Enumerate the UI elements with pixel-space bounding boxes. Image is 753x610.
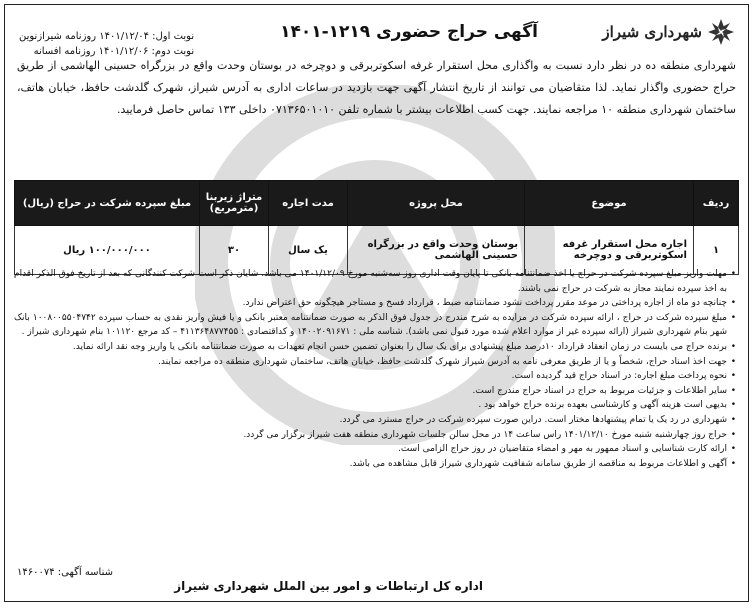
ad-title: آگهی حراج حضوری ۱۲۱۹-۱۴۰۱ <box>280 22 538 42</box>
col-mahal: محل پروژه <box>348 181 525 226</box>
col-mozoo: موضوع <box>525 181 694 226</box>
second-publication: نوبت دوم: ۱۴۰۱/۱۲/۰۶ روزنامه افسانه <box>33 46 195 57</box>
first-publication: نوبت اول: ۱۴۰۱/۱۲/۰۴ روزنامه شیرازنوین <box>19 31 195 42</box>
list-item: • حراج روز چهارشنبه شنبه مورخ ۱۴۰۱/۱۲/۱۰ راس ساعت ۱۴ در محل سالن جلسات شهرداری منطقه هفت شیراز برگزار می گردد. <box>14 428 736 443</box>
cell-mozoo: اجاره محل استقرار غرفه اسکوتربرقی و دوچرخه <box>525 226 694 275</box>
cell-mablagh: ۱۰۰/۰۰۰/۰۰۰ ریال <box>15 226 200 275</box>
list-item: • سایر اطلاعات و جزئیات مربوط به حراج در اسناد حراج مندرج است. <box>14 384 736 399</box>
col-radif: ردیف <box>694 181 739 226</box>
publication-dates <box>19 29 194 59</box>
cell-radif: ۱ <box>694 226 739 275</box>
footer-issuer: اداره کل ارتباطات و امور بین الملل شهرداری شیراز <box>174 579 483 593</box>
list-item: • جهت اخذ اسناد حراج، شخصاً و یا از طریق معرفی نامه به آدرس شیراز شهرک گلدشت حافظ، خیابان هاتف، ساختمان شهرداری منطقه ده مراجعه نمایند. <box>14 355 736 370</box>
list-item: • آگهی و اطلاعات مربوط به مناقصه از طریق سامانه شفافیت شهرداری شیراز قابل مشاهده می باشد. <box>14 457 736 472</box>
col-metraj: متراژ زیربنا (مترمربع) <box>200 181 269 226</box>
col-mablagh: مبلغ سپرده شرکت در حراج (ریال) <box>15 181 200 226</box>
list-item: • مبلغ سپرده شرکت در حراج ، ارائه سپرده شرکت در مزایده به شرح مندرج در جدول فوق الذکر به صورت ضمانتنامه معتبر بانکی و یا فیش واریز نقدی به حساب سپرده ۱۰۰۸۰۰۵۵۰۴۷۴۲ بانک شهر بنام شهرداری شیراز (ارائه سپرده غیر از موارد اعلام شده مورد قبول نمی باشد). شناسه ملی : ۱۴۰۰۲۰۹۱۶۷۱ و کداقتصادی : ۴۱۱۳۶۴۸۷۷۴۵۵ – کد مرجع ۱۰۱۱۲۰ بنام شهرداری شیراز . <box>14 311 736 340</box>
logo <box>586 15 736 49</box>
cell-mahal: بوستان وحدت واقع در بزرگراه حسینی الهاشمی <box>348 226 525 275</box>
list-item: • مهلت واریز مبلغ سپرده شرکت در حراج یا اخذ ضمانتنامه بانکی تا پایان وقت اداری روز سه‌شنبه مورخ ۱۴۰۱/۱۲/۰۹ می باشد. شایان ذکر است شرکت کنندگانی که بعد از تاریخ فوق الذکر اقدام به اخذ سپرده نمایند مجاز به شرکت در حراج نمی باشند. <box>14 267 736 296</box>
cell-moddat: یک سال <box>269 226 348 275</box>
header <box>5 5 748 55</box>
list-item: • برنده حراج می بایست در زمان انعقاد قرارداد ۱۰درصد مبلغ پیشنهادی برای یک سال را بعنوان تضمین حسن انجام تعهدات به صورت ضمانتنامه بانکی یا واریز وجه نقد ارائه نماید. <box>14 340 736 355</box>
col-moddat: مدت اجاره <box>269 181 348 226</box>
logo-text: شهرداری شیراز <box>602 23 702 41</box>
auction-table <box>14 180 739 275</box>
cell-metraj: ۳۰ <box>200 226 269 275</box>
conditions-list <box>14 267 736 471</box>
table-header-row <box>15 181 739 226</box>
ad-identifier: شناسه آگهی: ۱۴۶۰۰۷۴ <box>17 567 114 578</box>
list-item: • ارائه کارت شناسایی و اسناد ممهور به مهر و امضاء متقاضیان در روز حراج الزامی است. <box>14 442 736 457</box>
list-item: • شهرداری در رد یک یا تمام پیشنهادها مختار است. دراین صورت سپرده شرکت در حراج مسترد می گردد. <box>14 413 736 428</box>
intro-paragraph: شهرداری منطقه ده در نظر دارد نسبت به واگذاری محل استقرار غرفه اسکوتربرقی و دوچرخه در بوستان وحدت واقع در بزرگراه حسینی الهاشمی از طریق حراج حضوری واگذار نماید. لذا متقاضیان می توانند از تاریخ انتشار آگهی جهت بازدید در ساعات اداری به آدرس شیراز، شهرک گلدشت حافظ، خیابان هاتف، ساختمان شهرداری منطقه ۱۰ مراجعه نمایند. جهت کسب اطلاعات بیشتر با شماره تلفن ۰۷۱۳۶۵۰۱۰۱۰ داخلی ۱۳۳ تماس حاصل فرمایید. <box>17 59 736 116</box>
ad-page <box>4 4 749 602</box>
list-item: • چنانچه دو ماه از اجاره پرداختی در موعد مقرر پرداخت نشود ضمانتنامه ضبط ، قرارداد فسخ و مستاجر هیچگونه حق اعتراض ندارد. <box>14 296 736 311</box>
shiraz-municipality-logo-icon <box>706 17 736 47</box>
list-item: • نحوه پرداخت مبلغ اجاره: در اسناد حراج قید گردیده است. <box>14 369 736 384</box>
list-item: • بدیهی است هزینه آگهی و کارشناسی بعهده برنده حراج خواهد بود . <box>14 398 736 413</box>
